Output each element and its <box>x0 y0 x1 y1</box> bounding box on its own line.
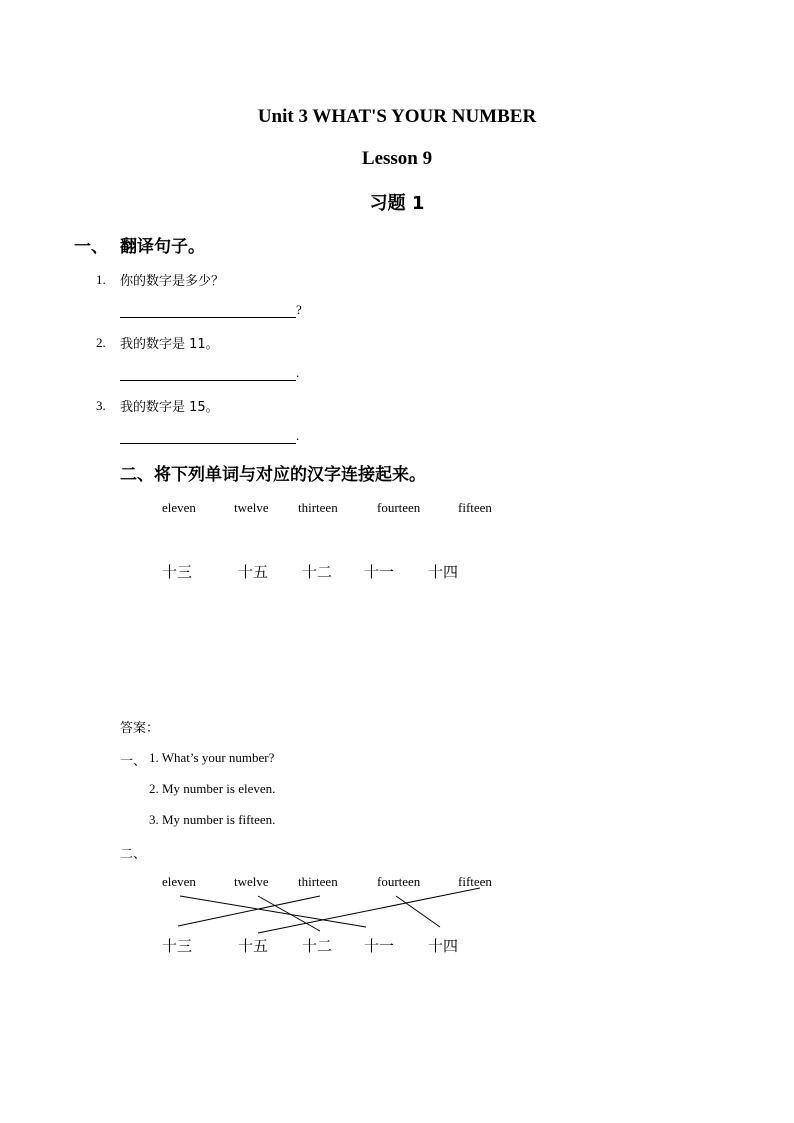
section1-title: 翻译句子。 <box>120 237 205 257</box>
word-fifteen: fifteen <box>458 500 492 515</box>
answer-hanzi-2: 十五 <box>238 937 269 955</box>
match-line-twelve <box>258 896 320 931</box>
item1-number: 1. <box>96 272 106 287</box>
match-line-fifteen <box>258 888 480 933</box>
section2-title: 二、将下列单词与对应的汉字连接起来。 <box>120 465 426 485</box>
item2-prompt: 我的数字是 11。 <box>120 337 219 352</box>
word-fourteen: fourteen <box>377 500 421 515</box>
answer-word-thirteen: thirteen <box>298 874 338 889</box>
word-thirteen: thirteen <box>298 500 338 515</box>
item2-answer-blank[interactable]: . <box>120 365 299 381</box>
lesson-title: Lesson 9 <box>361 148 433 169</box>
hanzi-1: 十三 <box>162 563 193 581</box>
item3-number: 3. <box>96 398 106 413</box>
answer-hanzi-3: 十二 <box>302 937 333 955</box>
item1-prompt: 你的数字是多少？ <box>120 274 225 289</box>
hanzi-5: 十四 <box>428 563 459 581</box>
word-twelve: twelve <box>234 500 269 515</box>
item1-answer-blank[interactable]: ? <box>120 302 302 318</box>
match-line-eleven <box>180 896 366 927</box>
item3-prompt: 我的数字是 15。 <box>120 400 219 415</box>
answer-1: 1. What’s your number? <box>149 750 275 765</box>
answer-word-fifteen: fifteen <box>458 874 492 889</box>
hanzi-3: 十二 <box>302 563 333 581</box>
section1-marker: 一、 <box>74 237 108 257</box>
answers-part1-prefix: 一、 <box>120 754 147 769</box>
hanzi-2: 十五 <box>238 563 269 581</box>
answer-hanzi-1: 十三 <box>162 937 193 955</box>
answer-3: 3. My number is fifteen. <box>149 812 276 827</box>
item3-answer-blank[interactable]: . <box>120 428 299 444</box>
answer-word-fourteen: fourteen <box>377 874 421 889</box>
item2-number: 2. <box>96 335 106 350</box>
answer-word-eleven: eleven <box>162 874 196 889</box>
unit-title: Unit 3 WHAT'S YOUR NUMBER <box>257 106 537 127</box>
hanzi-4: 十一 <box>364 563 395 581</box>
answer-hanzi-4: 十一 <box>364 937 395 955</box>
word-eleven: eleven <box>162 500 196 515</box>
exercise-title: 习题 1 <box>369 193 425 214</box>
match-line-thirteen <box>178 896 320 926</box>
answers-label: 答案： <box>120 721 160 736</box>
answer-word-twelve: twelve <box>234 874 269 889</box>
answers-part2-prefix: 二、 <box>120 847 147 862</box>
answer-2: 2. My number is eleven. <box>149 781 276 796</box>
answer-hanzi-5: 十四 <box>428 937 459 955</box>
